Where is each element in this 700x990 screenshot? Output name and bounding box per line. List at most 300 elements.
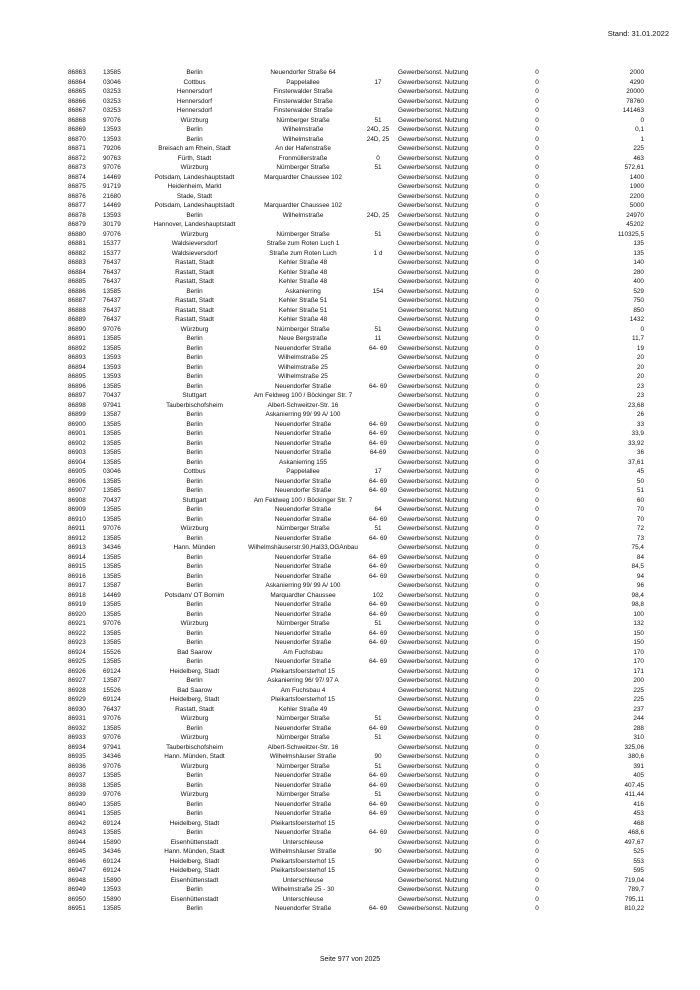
value-cell: 96 (636, 582, 644, 589)
house-number-cell (358, 695, 398, 705)
postal-code-cell: 34346 (103, 544, 121, 551)
table-row (68, 591, 644, 601)
value-cell: 497,67 (624, 838, 644, 846)
street-cell: Neuendorfer Straße (274, 477, 332, 485)
usage-type-cell: Gewerbe/sonst. Nutzung (398, 838, 469, 846)
count-cell: 0 (535, 800, 539, 808)
postal-code-cell: 13585 (103, 487, 121, 494)
house-number-cell: 64- 69 (368, 629, 388, 637)
street-cell: Neuendorfer Straße (274, 601, 332, 608)
house-number-cell: 51 (374, 325, 382, 333)
street-cell: Neuendorfer Straße (274, 515, 332, 523)
city-cell: Hann. Münden, Stadt (164, 753, 225, 760)
value-cell: 416 (633, 800, 644, 808)
city-cell: Eisenhüttenstadt (170, 876, 219, 884)
record-id-cell: 86904 (68, 458, 86, 466)
city-cell: Heidelberg, Stadt (169, 857, 220, 865)
postal-code-cell: 03253 (103, 97, 121, 105)
postal-code-cell: 13585 (103, 563, 121, 570)
house-number-cell (358, 705, 398, 715)
usage-type-cell: Gewerbe/sonst. Nutzung (398, 781, 469, 789)
usage-type-cell: Gewerbe/sonst. Nutzung (398, 686, 469, 694)
record-id-cell: 86872 (68, 154, 86, 162)
table-row (68, 372, 644, 382)
table-row (68, 353, 644, 363)
table-row (68, 429, 644, 439)
house-number-cell (358, 87, 398, 97)
table-row (68, 657, 644, 667)
table-row (68, 87, 644, 97)
usage-type-cell: Gewerbe/sonst. Nutzung (398, 164, 469, 171)
street-cell: Wilhelmshäuser Straße (269, 753, 337, 760)
house-number-cell: 24D, 25 (366, 211, 390, 219)
postal-code-cell: 97076 (103, 116, 121, 124)
record-id-cell: 86879 (68, 221, 86, 228)
street-cell: Nürnberger Straße (276, 525, 330, 532)
table-row (68, 543, 644, 553)
value-cell: 37,61 (628, 458, 644, 466)
table-row (68, 895, 644, 905)
city-cell: Rastatt, Stadt (175, 705, 214, 713)
street-cell: Albert-Schweitzer-Str. 16 (267, 401, 339, 409)
house-number-cell (358, 106, 398, 116)
street-cell: Neuendorfer Straße (274, 506, 332, 513)
value-cell: 789,7 (628, 886, 644, 893)
usage-type-cell: Gewerbe/sonst. Nutzung (398, 325, 469, 333)
street-cell: Am Feldweg 100 / Böckinger Str. 7 (253, 392, 353, 399)
house-number-cell (358, 144, 398, 154)
city-cell: Heidelberg, Stadt (169, 667, 220, 675)
table-row (68, 733, 644, 743)
house-number-cell (358, 353, 398, 363)
house-number-cell: 64- 69 (368, 658, 388, 665)
house-number-cell (358, 676, 398, 686)
usage-type-cell: Gewerbe/sonst. Nutzung (398, 886, 469, 893)
street-cell: Unterschleuse (282, 895, 324, 903)
city-cell: Berlin (186, 126, 203, 133)
page-number: Seite 977 von 2025 (319, 956, 381, 963)
record-id-cell: 86921 (68, 620, 86, 627)
street-cell: Neuendorfer Straße (274, 430, 332, 437)
house-number-cell (358, 239, 398, 249)
count-cell: 0 (535, 449, 539, 456)
count-cell: 0 (535, 553, 539, 561)
street-cell: Neuendorfer Straße (274, 800, 332, 808)
table-row (68, 97, 644, 107)
usage-type-cell: Gewerbe/sonst. Nutzung (398, 145, 469, 152)
postal-code-cell: 13585 (103, 629, 121, 637)
record-id-cell: 86915 (68, 563, 86, 570)
postal-code-cell: 97076 (103, 230, 121, 238)
record-id-cell: 86939 (68, 791, 86, 798)
value-cell: 225 (633, 686, 644, 694)
table-row (68, 648, 644, 658)
postal-code-cell: 13585 (103, 335, 121, 342)
usage-type-cell: Gewerbe/sonst. Nutzung (398, 515, 469, 523)
usage-type-cell: Gewerbe/sonst. Nutzung (398, 211, 469, 219)
city-cell: Berlin (186, 506, 203, 513)
house-number-cell (358, 363, 398, 373)
records-table-body (68, 68, 644, 914)
postal-code-cell: 13587 (103, 582, 121, 589)
table-row (68, 876, 644, 886)
postal-code-cell: 13593 (103, 211, 121, 219)
table-row (68, 173, 644, 183)
postal-code-cell: 13587 (103, 677, 121, 684)
house-number-cell: 64- 69 (368, 829, 388, 836)
street-cell: Straße zum Roten Luch (269, 249, 337, 257)
city-cell: Berlin (186, 439, 203, 447)
city-cell: Berlin (186, 69, 203, 76)
usage-type-cell: Gewerbe/sonst. Nutzung (398, 810, 469, 817)
value-cell: 33 (636, 420, 644, 428)
street-cell: Neuendorfer Straße (274, 439, 332, 447)
value-cell: 595 (633, 867, 644, 874)
record-id-cell: 86917 (68, 582, 86, 589)
usage-type-cell: Gewerbe/sonst. Nutzung (398, 411, 469, 418)
table-row (68, 847, 644, 857)
usage-type-cell: Gewerbe/sonst. Nutzung (398, 553, 469, 561)
table-row (68, 572, 644, 582)
street-cell: Askanierring 96/ 97/ 97 A (267, 677, 339, 684)
city-cell: Heidelberg, Stadt (169, 819, 220, 827)
count-cell: 0 (535, 430, 539, 437)
table-row (68, 515, 644, 525)
usage-type-cell: Gewerbe/sonst. Nutzung (398, 97, 469, 105)
house-number-cell: 51 (374, 715, 382, 722)
table-row (68, 135, 644, 145)
count-cell: 0 (535, 743, 539, 751)
city-cell: Berlin (186, 354, 203, 361)
value-cell: 244 (633, 715, 644, 722)
record-id-cell: 86913 (68, 544, 86, 551)
postal-code-cell: 13585 (103, 553, 121, 561)
count-cell: 0 (535, 563, 539, 570)
usage-type-cell: Gewerbe/sonst. Nutzung (398, 268, 469, 276)
city-cell: Stuttgart (182, 496, 207, 504)
table-row (68, 600, 644, 610)
street-cell: Pleikartsfoersterhof 15 (271, 867, 335, 874)
house-number-cell (358, 885, 398, 895)
city-cell: Bad Saarow (177, 648, 212, 656)
house-number-cell: 51 (374, 164, 382, 171)
house-number-cell (358, 686, 398, 696)
city-cell: Breisach am Rhein, Stadt (158, 145, 231, 152)
usage-type-cell: Gewerbe/sonst. Nutzung (398, 819, 469, 827)
record-id-cell: 86899 (68, 411, 86, 418)
city-cell: Berlin (186, 287, 203, 295)
postal-code-cell: 03253 (103, 88, 121, 95)
count-cell: 0 (535, 316, 539, 323)
postal-code-cell: 13585 (103, 810, 121, 817)
street-cell: Unterschleuse (282, 876, 324, 884)
table-row (68, 277, 644, 287)
city-cell: Eisenhüttenstadt (170, 895, 219, 903)
table-row (68, 629, 644, 639)
count-cell: 0 (535, 715, 539, 722)
record-id-cell: 86889 (68, 316, 86, 323)
postal-code-cell: 90763 (103, 154, 121, 162)
postal-code-cell: 97076 (103, 525, 121, 532)
city-cell: Berlin (186, 572, 203, 580)
usage-type-cell: Gewerbe/sonst. Nutzung (398, 800, 469, 808)
house-number-cell: 64 (374, 506, 382, 513)
city-cell: Berlin (186, 800, 203, 808)
record-id-cell: 86927 (68, 677, 86, 684)
usage-type-cell: Gewerbe/sonst. Nutzung (398, 848, 469, 855)
count-cell: 0 (535, 164, 539, 171)
city-cell: Tauberbischofsheim (166, 401, 223, 409)
street-cell: Kehler Straße 48 (278, 259, 328, 266)
house-number-cell: 64- 69 (368, 601, 388, 608)
count-cell: 0 (535, 791, 539, 798)
value-cell: 19 (636, 344, 644, 352)
house-number-cell (358, 838, 398, 848)
table-row (68, 344, 644, 354)
house-number-cell: 0 (376, 154, 380, 162)
postal-code-cell: 76437 (103, 306, 121, 314)
value-cell: 141463 (622, 107, 644, 114)
record-id-cell: 86914 (68, 553, 86, 561)
table-row (68, 705, 644, 715)
value-cell: 750 (633, 297, 644, 304)
table-row (68, 534, 644, 544)
table-row (68, 724, 644, 734)
value-cell: 225 (633, 696, 644, 703)
count-cell: 0 (535, 819, 539, 827)
city-cell: Berlin (186, 610, 203, 618)
usage-type-cell: Gewerbe/sonst. Nutzung (398, 430, 469, 437)
record-id-cell: 86922 (68, 629, 86, 637)
street-cell: Pappelallee (286, 468, 320, 475)
table-row (68, 505, 644, 515)
street-cell: Neuendorfer Straße (274, 772, 332, 779)
house-number-cell: 1 d (373, 249, 383, 257)
city-cell: Berlin (186, 363, 203, 371)
count-cell: 0 (535, 335, 539, 342)
table-row (68, 116, 644, 126)
count-cell: 0 (535, 781, 539, 789)
city-cell: Berlin (186, 658, 203, 665)
record-id-cell: 86886 (68, 287, 86, 295)
record-id-cell: 86946 (68, 857, 86, 865)
usage-type-cell: Gewerbe/sonst. Nutzung (398, 477, 469, 485)
record-id-cell: 86942 (68, 819, 86, 827)
city-cell: Eisenhüttenstadt (170, 838, 219, 846)
postal-code-cell: 76437 (103, 259, 121, 266)
street-cell: Wilhelmshäuser Straße (269, 848, 337, 855)
street-cell: Nürnberger Straße (276, 230, 330, 238)
street-cell: Nürnberger Straße (276, 715, 330, 722)
count-cell: 0 (535, 468, 539, 475)
count-cell: 0 (535, 876, 539, 884)
city-cell: Berlin (186, 211, 203, 219)
city-cell: Berlin (186, 477, 203, 485)
house-number-cell (358, 667, 398, 677)
count-cell: 0 (535, 154, 539, 162)
value-cell: 140 (633, 259, 644, 266)
house-number-cell (358, 458, 398, 468)
count-cell: 0 (535, 696, 539, 703)
street-cell: Nürnberger Straße (276, 325, 330, 333)
house-number-cell: 64- 69 (368, 639, 388, 646)
postal-code-cell: 13585 (103, 515, 121, 523)
postal-code-cell: 15890 (103, 876, 121, 884)
count-cell: 0 (535, 325, 539, 333)
count-cell: 0 (535, 173, 539, 181)
value-cell: 33,9 (631, 430, 644, 437)
record-id-cell: 86930 (68, 705, 86, 713)
usage-type-cell: Gewerbe/sonst. Nutzung (398, 468, 469, 475)
record-id-cell: 86908 (68, 496, 86, 504)
table-row (68, 828, 644, 838)
record-id-cell: 86864 (68, 78, 86, 86)
street-cell: Nürnberger Straße (276, 734, 330, 741)
value-cell: 4290 (629, 78, 644, 86)
house-number-cell: 24D, 25 (366, 135, 390, 143)
street-cell: Wilhelmshäuserstr.90,Hal33,OGAnbau (248, 544, 358, 551)
usage-type-cell: Gewerbe/sonst. Nutzung (398, 705, 469, 713)
house-number-cell (358, 410, 398, 420)
value-cell: 1400 (629, 173, 644, 181)
postal-code-cell: 13585 (103, 382, 121, 390)
city-cell: Berlin (186, 629, 203, 637)
street-cell: Wilhelmstraße (282, 126, 324, 133)
street-cell: Neuendorfer Straße (274, 553, 332, 561)
count-cell: 0 (535, 667, 539, 675)
street-cell: Unterschleuse (282, 838, 324, 846)
usage-type-cell: Gewerbe/sonst. Nutzung (398, 316, 469, 323)
usage-type-cell: Gewerbe/sonst. Nutzung (398, 221, 469, 228)
count-cell: 0 (535, 420, 539, 428)
count-cell: 0 (535, 677, 539, 684)
table-row (68, 790, 644, 800)
house-number-cell: 64- 69 (368, 534, 388, 542)
city-cell: Berlin (186, 411, 203, 418)
postal-code-cell: 15526 (103, 686, 121, 694)
count-cell: 0 (535, 848, 539, 855)
house-number-cell (358, 315, 398, 325)
usage-type-cell: Gewerbe/sonst. Nutzung (398, 591, 469, 599)
usage-type-cell: Gewerbe/sonst. Nutzung (398, 230, 469, 238)
postal-code-cell: 13585 (103, 781, 121, 789)
table-row (68, 904, 644, 914)
street-cell: Wilhelmstraße (282, 211, 324, 219)
city-cell: Würzburg (180, 164, 209, 171)
postal-code-cell: 69124 (103, 857, 121, 865)
usage-type-cell: Gewerbe/sonst. Nutzung (398, 382, 469, 390)
value-cell: 2000 (629, 69, 644, 76)
postal-code-cell: 13593 (103, 126, 121, 133)
table-row (68, 752, 644, 762)
count-cell: 0 (535, 506, 539, 513)
usage-type-cell: Gewerbe/sonst. Nutzung (398, 772, 469, 779)
value-cell: 45202 (626, 221, 644, 228)
postal-code-cell: 15890 (103, 838, 121, 846)
usage-type-cell: Gewerbe/sonst. Nutzung (398, 496, 469, 504)
usage-type-cell: Gewerbe/sonst. Nutzung (398, 363, 469, 371)
street-cell: Neuendorfer Straße 64 (270, 69, 336, 76)
city-cell: Stuttgart (182, 392, 207, 399)
value-cell: 84 (636, 553, 644, 561)
street-cell: Finsterwalder Straße (273, 88, 333, 95)
record-id-cell: 86950 (68, 895, 86, 903)
record-id-cell: 86871 (68, 145, 86, 152)
record-id-cell: 86947 (68, 867, 86, 874)
table-row (68, 334, 644, 344)
street-cell: Neuendorfer Straße (274, 610, 332, 618)
stand-date: Stand: 31.01.2022 (607, 29, 669, 38)
value-cell: 84,5 (631, 563, 644, 570)
value-cell: 525 (633, 848, 644, 855)
postal-code-cell: 69124 (103, 667, 121, 675)
city-cell: Berlin (186, 515, 203, 523)
record-id-cell: 86923 (68, 639, 86, 646)
value-cell: 0,1 (635, 126, 644, 133)
street-cell: Pleikartsfoersterhof 15 (271, 696, 335, 703)
count-cell: 0 (535, 116, 539, 124)
city-cell: Würzburg (180, 762, 209, 770)
value-cell: 0 (640, 116, 644, 124)
street-cell: Kehler Straße 51 (278, 306, 328, 314)
record-id-cell: 86885 (68, 278, 86, 285)
house-number-cell (358, 496, 398, 506)
count-cell: 0 (535, 591, 539, 599)
street-cell: Kehler Straße 49 (278, 705, 328, 713)
street-cell: Kehler Straße 48 (278, 268, 328, 276)
count-cell: 0 (535, 363, 539, 371)
record-id-cell: 86874 (68, 173, 86, 181)
count-cell: 0 (535, 401, 539, 409)
city-cell: Berlin (186, 639, 203, 646)
record-id-cell: 86929 (68, 696, 86, 703)
table-row (68, 439, 644, 449)
house-number-cell (358, 895, 398, 905)
postal-code-cell: 13585 (103, 344, 121, 352)
usage-type-cell: Gewerbe/sonst. Nutzung (398, 667, 469, 675)
record-id-cell: 86897 (68, 392, 86, 399)
count-cell: 0 (535, 620, 539, 627)
record-id-cell: 86909 (68, 506, 86, 513)
postal-code-cell: 13585 (103, 477, 121, 485)
usage-type-cell: Gewerbe/sonst. Nutzung (398, 78, 469, 86)
city-cell: Hann. Münden (173, 544, 216, 551)
street-cell: Askanierring 99/ 99 A/ 100 (265, 411, 341, 418)
value-cell: 150 (633, 639, 644, 646)
count-cell: 0 (535, 126, 539, 133)
value-cell: 170 (633, 648, 644, 656)
usage-type-cell: Gewerbe/sonst. Nutzung (398, 420, 469, 428)
value-cell: 468,6 (628, 829, 644, 836)
record-id-cell: 86887 (68, 297, 86, 304)
house-number-cell: 64- 69 (368, 515, 388, 523)
usage-type-cell: Gewerbe/sonst. Nutzung (398, 829, 469, 836)
house-number-cell (358, 258, 398, 268)
value-cell: 5000 (629, 202, 644, 209)
record-id-cell: 86945 (68, 848, 86, 855)
street-cell: Am Feldweg 100 / Böckinger Str. 7 (253, 496, 353, 504)
house-number-cell (358, 743, 398, 753)
house-number-cell (358, 182, 398, 192)
count-cell: 0 (535, 221, 539, 228)
record-id-cell: 86935 (68, 753, 86, 760)
table-row (68, 163, 644, 173)
usage-type-cell: Gewerbe/sonst. Nutzung (398, 287, 469, 295)
value-cell: 94 (636, 572, 644, 580)
usage-type-cell: Gewerbe/sonst. Nutzung (398, 724, 469, 732)
value-cell: 72 (636, 525, 644, 532)
street-cell: Neuendorfer Straße (274, 905, 332, 912)
